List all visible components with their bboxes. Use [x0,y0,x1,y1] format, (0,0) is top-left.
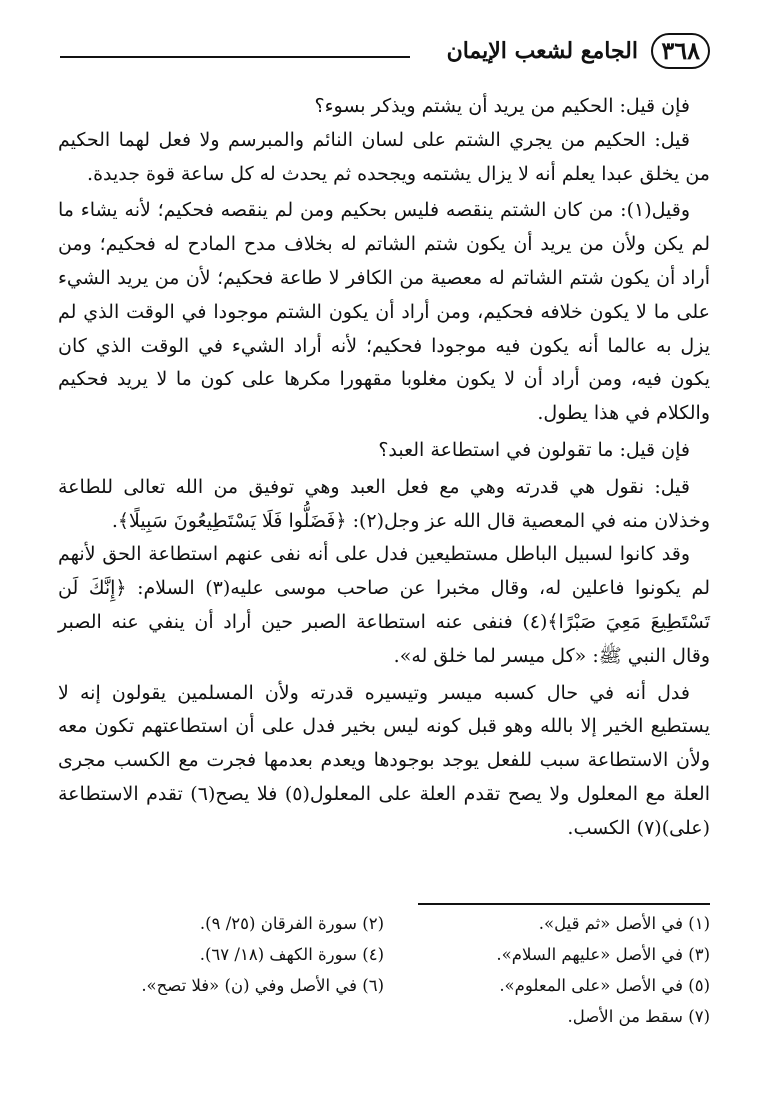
paragraph-answer-5: فدل أنه في حال كسبه ميسر وتيسيره قدرته ولأن المسلمين يقولون إنه لا يستطيع الخير إلا بالله وهو قبل كونه ليس بخير فدل على أن استطاعتهم تكون معه ولأن الاستطاعة سبب للفعل يوجد بوجودها ويعدم بعدمها فجرت مع الكسب مجرى العلة مع المعلول ولا يصح تقدم العلة على المعلول(٥) فلا يصح(٦) تقدم الاستطاعة (على)(٧) الكسب. [58,681,710,839]
footnote-row [58,939,710,970]
page-header [60,30,710,80]
paragraph-question-2: فإن قيل: ما تقولون في استطاعة العبد؟ [378,438,690,461]
footnote-row [58,908,710,939]
footnote-row [58,1001,710,1032]
footnotes [58,908,710,1032]
footnote-2: (٢) سورة الفرقان (٢٥/ ٩). [199,914,384,933]
footnote-rule [418,903,710,905]
book-title: الجامع لشعب الإيمان [446,38,638,64]
paragraph-question-1: فإن قيل: الحكيم من يريد أن يشتم ويذكر بسوء؟ [314,95,690,117]
paragraph-answer-3: قيل: نقول هي قدرته وهي مع فعل العبد وهي توفيق من الله تعالى للطاعة وخذلان منه في المعصية قال الله عز وجل(٢): ﴿فَضَلُّوا فَلَا يَسْتَطِيعُونَ سَبِيلًا﴾. [58,475,710,532]
footnote-1: (١) في الأصل «ثم قيل». [538,914,710,933]
footnote-6: (٦) في الأصل وفي (ن) «فلا تصح». [141,976,384,995]
footnote-4: (٤) سورة الكهف (١٨/ ٦٧). [199,945,384,964]
page-number: ٣٦٨ [651,33,710,69]
footnote-5: (٥) في الأصل «على المعلوم». [499,976,710,995]
footnote-7: (٧) سقط من الأصل. [567,1007,710,1026]
footnote-row [58,970,710,1001]
footnote-3: (٣) في الأصل «عليهم السلام». [496,945,710,964]
main-text [58,90,710,849]
header-rule [60,56,410,58]
paragraph-answer-2: وقيل(١): من كان الشتم ينقصه فليس بحكيم ومن لم ينقصه فحكيم؛ لأنه يشاء ما لم يكن ولأن من يريد أن يكون شتم الشاتم له بخلاف مدح المادح له فحكيم؛ ومن أراد أن يكون شتم الشاتم له معصية من الكافر لا طاعة فحكيم؛ لأن من يريد الشيء على ما لا يكون خلافه فحكيم، ومن أراد أن يكون الشتم موجودا في الوقت الذي لم يزل به عالما أنه يكون فيه موجودا فحكيم؛ لأنه أراد الشيء في الوقت الذي كان يكون فيه، ومن أراد أن لا يكون مغلوبا مقهورا مكرها على كون ما لا يريد فحكيم والكلام في هذا يطول. [58,199,710,425]
paragraph-answer-4: وقد كانوا لسبيل الباطل مستطيعين فدل على أنه نفى عنهم استطاعة الحق لأنهم لم يكونوا فاعلين له، وقال مخبرا عن صاحب موسى عليه(٣) السلام: ﴿إِنَّكَ لَن تَسْتَطِيعَ مَعِيَ صَبْرًا﴾(٤) فنفى عنه استطاعة الصبر حين أراد أن ينفي عنه الصبر وقال النبي ﷺ: «كل ميسر لما خلق له». [58,543,710,667]
paragraph-answer-1: قيل: الحكيم من يجري الشتم على لسان النائم والمبرسم ولا فعل لهما الحكيم من يخلق عبدا يعلم أنه لا يزال يشتمه ويجحده ثم يحدث له كل ساعة قوة جديدة. [58,128,710,185]
